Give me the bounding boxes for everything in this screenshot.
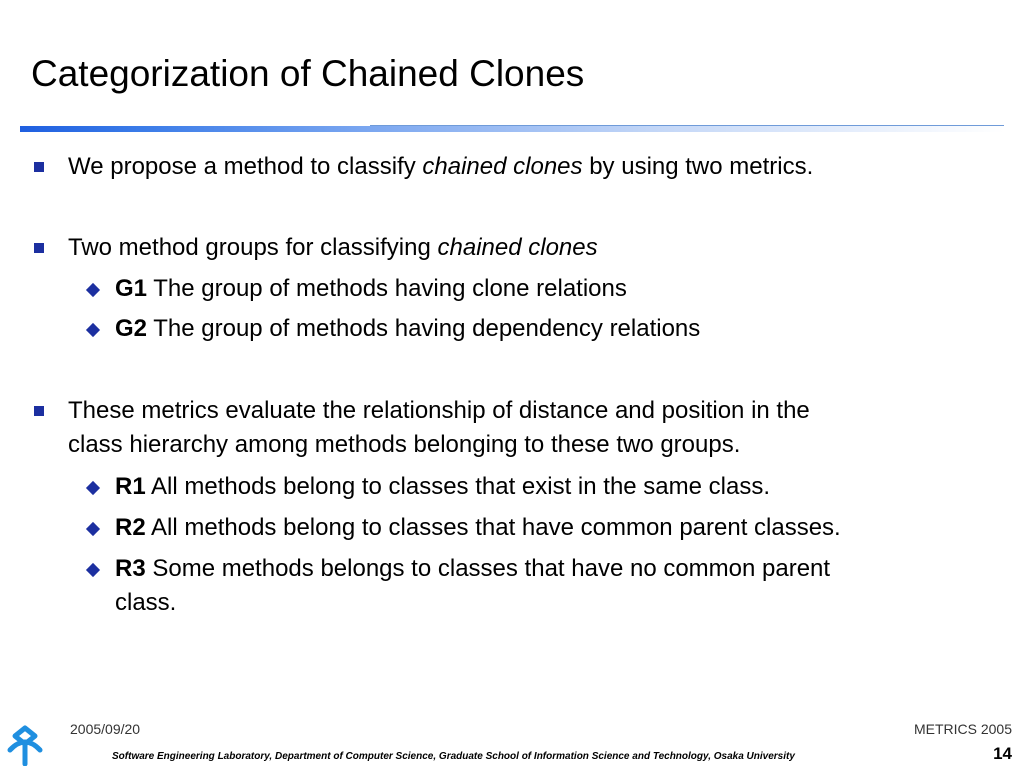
- sub-bullet-r3-continuation: class.: [115, 589, 177, 616]
- sub-bullet-g2: [115, 312, 700, 346]
- sub-bullet-r3: [115, 552, 830, 586]
- footer-date: 2005/09/20: [70, 721, 141, 737]
- title-underline-divider: [20, 124, 1004, 134]
- sub-bullet-g1-text: The group of methods having clone relations: [147, 275, 627, 302]
- sub-bullet-g2-text: The group of methods having dependency relations: [147, 315, 701, 342]
- square-bullet-icon: [34, 406, 44, 416]
- title-underline-gradient: [20, 126, 1004, 132]
- sub-bullet-r3-text: Some methods belongs to classes that have no common parent: [145, 555, 831, 582]
- bullet-3-line-1: These metrics evaluate the relationship of distance and position in the: [68, 397, 810, 424]
- sub-bullet-r1: [115, 470, 770, 504]
- sub-bullet-r1-key: R1: [115, 473, 146, 500]
- title-underline-thin-line: [370, 125, 1004, 126]
- bullet-1-text-pre: We propose a method to classify: [68, 153, 423, 180]
- diamond-bullet-icon: [86, 283, 100, 297]
- sub-bullet-r2-text: All methods belong to classes that have common parent classes.: [145, 514, 841, 541]
- diamond-bullet-icon: [86, 481, 100, 495]
- sub-bullet-r2-key: R2: [115, 514, 146, 541]
- osaka-university-logo-icon: [4, 722, 46, 766]
- square-bullet-icon: [34, 243, 44, 253]
- page-number: 14: [993, 744, 1012, 763]
- sub-bullet-g1: [115, 272, 627, 306]
- sub-bullet-r3-key: R3: [115, 555, 146, 582]
- bullet-2-emphasis: chained clones: [437, 234, 598, 261]
- sub-bullet-g2-key: G2: [115, 315, 148, 342]
- page-title: Categorization of Chained Clones: [31, 53, 585, 94]
- diamond-bullet-icon: [86, 563, 100, 577]
- bullet-2: [68, 231, 598, 265]
- square-bullet-icon: [34, 162, 44, 172]
- bullet-1: [68, 150, 813, 184]
- footer-lab-affiliation: Software Engineering Laboratory, Department of Computer Science, Graduate School of Information Science and Technology, Osaka University: [112, 751, 795, 762]
- sub-bullet-g1-key: G1: [115, 275, 148, 302]
- sub-bullet-r1-text: All methods belong to classes that exist in the same class.: [145, 473, 771, 500]
- bullet-3-line-2: class hierarchy among methods belonging to these two groups.: [68, 431, 741, 458]
- diamond-bullet-icon: [86, 323, 100, 337]
- diamond-bullet-icon: [86, 522, 100, 536]
- bullet-1-text-post: by using two metrics.: [582, 153, 814, 180]
- bullet-1-emphasis: chained clones: [422, 153, 583, 180]
- footer-conference: METRICS 2005: [913, 721, 1012, 737]
- sub-bullet-r2: [115, 511, 841, 545]
- bullet-2-text-pre: Two method groups for classifying: [68, 234, 438, 261]
